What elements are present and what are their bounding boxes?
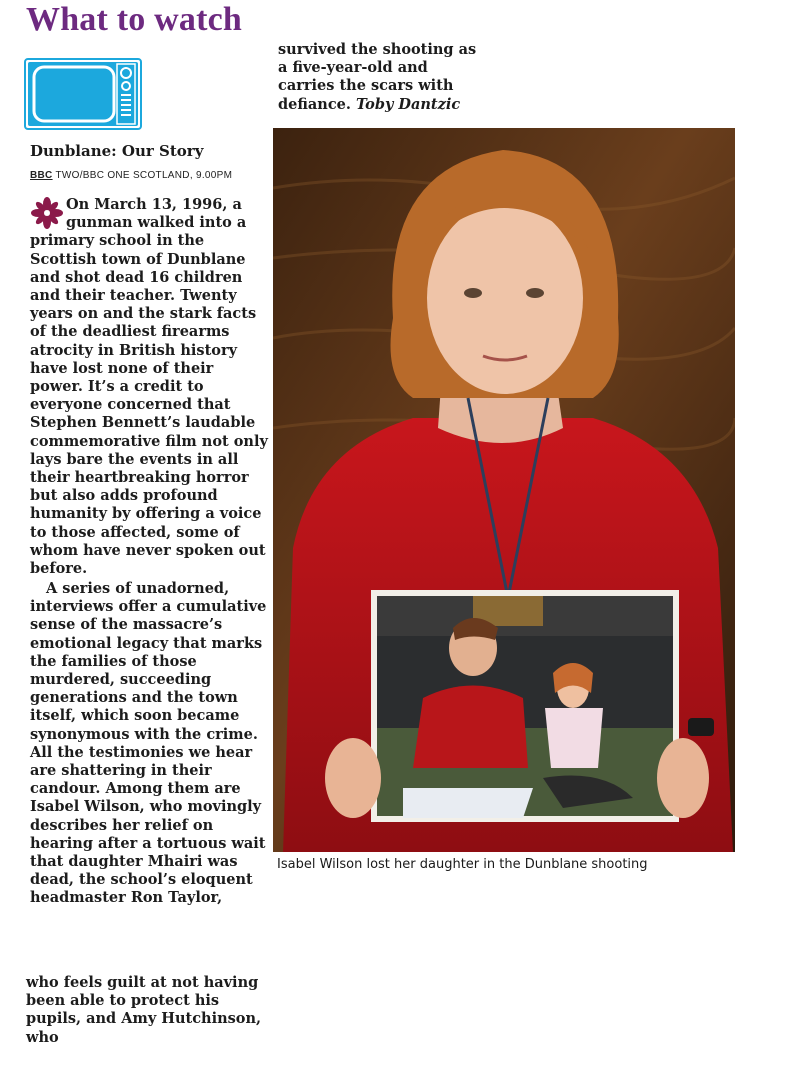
television-icon xyxy=(24,58,142,130)
four-star-flower-icon xyxy=(30,196,66,230)
programme-title: Dunblane: Our Story xyxy=(30,142,204,160)
section-title: What to watch xyxy=(26,1,243,38)
review-credit: Toby Dantzic xyxy=(356,95,461,113)
channel-time xyxy=(30,170,232,182)
review-paragraph-1 xyxy=(30,196,268,578)
channel-rest: TWO/BBC ONE SCOTLAND, 9.00PM xyxy=(52,170,233,181)
portrait-photo xyxy=(273,128,735,852)
photo-caption: Isabel Wilson lost her daughter in the Dunblane shooting xyxy=(277,857,648,872)
review-text-1: On March 13, 1996, a gunman walked into a primary school in the Scottish town of Dunblane and shot dead 16 children and their teacher. Twenty years on and the stark facts of the deadliest firearms atrocity in British history have lost none of their power. It’s a credit to everyone concerned that Stephen Bennett’s laudable commemorative film not only lays bare the events in all their heartbreaking horror but also adds profound humanity by offering a voice to those affected, some of whom have never spoken out before. xyxy=(30,196,268,578)
continuation-text: survived the shooting as a five-year-old and carries the scars with defiance. xyxy=(278,41,477,113)
review-paragraph-3: who feels guilt at not having been able to protect his pupils, and Amy Hutchinson, who xyxy=(26,974,262,1046)
review-continuation xyxy=(278,41,478,114)
review-paragraph-2: A series of unadorned, interviews offer a cumulative sense of the massacre’s emotional legacy that marks the families of those murdered, succeeding generations and the town itself, which soon became synonymous with the crime. All the testimonies we hear are shattering in their candour. Among them are Isabel Wilson, who movingly describes her relief on hearing after a tortuous wait that daughter Mhairi was dead, the school’s eloquent headmaster Ron Taylor, xyxy=(30,580,267,907)
channel-brand: BBC xyxy=(30,170,53,181)
